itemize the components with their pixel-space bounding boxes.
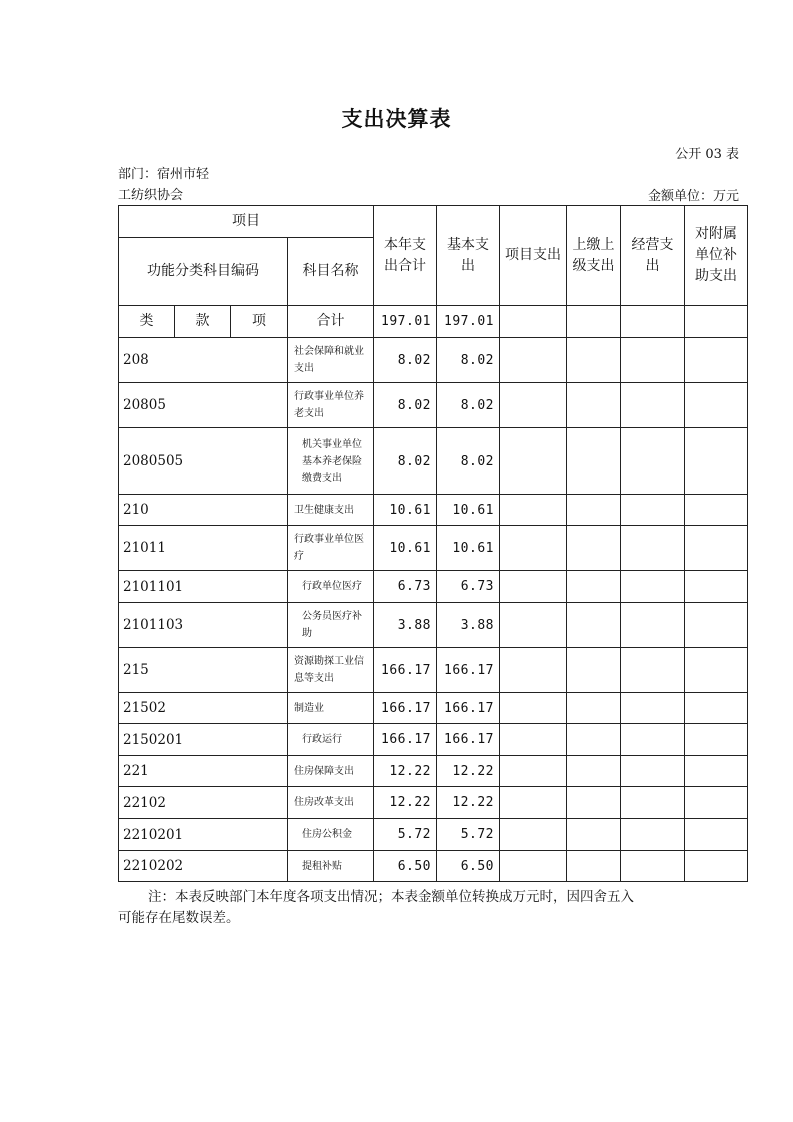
function-code-cell: 2101103 xyxy=(119,603,288,648)
subject-name-cell: 提租补贴 xyxy=(288,851,374,882)
header-function-code: 功能分类科目编码 xyxy=(119,238,288,306)
header-basic: 基本支出 xyxy=(437,206,500,306)
remit-upper-cell xyxy=(567,571,621,603)
business-expenditure-cell xyxy=(621,495,685,526)
business-expenditure-cell xyxy=(621,526,685,571)
footnote-line-1: 注：本表反映部门本年度各项支出情况；本表金额单位转换成万元时，因四舍五入 xyxy=(148,889,634,905)
department-line-1: 部门：宿州市轻 xyxy=(118,167,210,182)
basic-expenditure-cell: 10.61 xyxy=(437,495,500,526)
department-label xyxy=(118,164,209,206)
project-expenditure-cell xyxy=(500,819,567,851)
subsidy-cell xyxy=(685,428,748,495)
basic-expenditure-cell: 166.17 xyxy=(437,693,500,724)
total-expenditure-cell: 6.73 xyxy=(374,571,437,603)
subject-name-cell: 行政运行 xyxy=(288,724,374,756)
project-expenditure-cell xyxy=(500,851,567,882)
subject-name-cell: 行政事业单位医疗 xyxy=(288,526,374,571)
subsidy-cell xyxy=(685,526,748,571)
project-expenditure-cell xyxy=(500,338,567,383)
total-expenditure-cell: 166.17 xyxy=(374,648,437,693)
project-expenditure-cell xyxy=(500,571,567,603)
subsidy-cell xyxy=(685,648,748,693)
subsidy-cell xyxy=(685,851,748,882)
table-row xyxy=(119,648,748,693)
page-title: 支出决算表 xyxy=(341,107,452,131)
subsidy-cell xyxy=(685,787,748,819)
subsidy-cell xyxy=(685,383,748,428)
subject-name-cell: 卫生健康支出 xyxy=(288,495,374,526)
subsidy-cell xyxy=(685,603,748,648)
total-row-label: 合计 xyxy=(288,306,374,338)
header-subsidy: 对附属单位补助支出 xyxy=(685,206,748,306)
business-expenditure-cell xyxy=(621,571,685,603)
business-expenditure-cell xyxy=(621,648,685,693)
basic-expenditure-cell: 10.61 xyxy=(437,526,500,571)
header-total: 本年支出合计 xyxy=(374,206,437,306)
project-expenditure-cell xyxy=(500,756,567,787)
subsidy-cell xyxy=(685,571,748,603)
remit-upper-cell xyxy=(567,648,621,693)
total-row-basic: 197.01 xyxy=(437,306,500,338)
table-row xyxy=(119,495,748,526)
header-project-expenditure: 项目支出 xyxy=(500,206,567,306)
function-code-cell: 2101101 xyxy=(119,571,288,603)
subject-name-cell: 行政事业单位养老支出 xyxy=(288,383,374,428)
header-remit-upper: 上缴上级支出 xyxy=(567,206,621,306)
total-expenditure-cell: 8.02 xyxy=(374,383,437,428)
subsidy-cell xyxy=(685,495,748,526)
total-expenditure-cell: 166.17 xyxy=(374,724,437,756)
total-row-project-expenditure xyxy=(500,306,567,338)
project-expenditure-cell xyxy=(500,693,567,724)
function-code-cell: 2080505 xyxy=(119,428,288,495)
function-code-cell: 2210202 xyxy=(119,851,288,882)
table-row xyxy=(119,756,748,787)
form-number: 公开 03 表 xyxy=(675,147,739,162)
subject-name-cell: 住房公积金 xyxy=(288,819,374,851)
basic-expenditure-cell: 8.02 xyxy=(437,428,500,495)
total-expenditure-cell: 6.50 xyxy=(374,851,437,882)
subject-name-cell: 住房保障支出 xyxy=(288,756,374,787)
business-expenditure-cell xyxy=(621,693,685,724)
function-code-cell: 208 xyxy=(119,338,288,383)
table-row xyxy=(119,603,748,648)
total-expenditure-cell: 10.61 xyxy=(374,526,437,571)
subject-name-cell: 机关事业单位基本养老保险缴费支出 xyxy=(288,428,374,495)
department-line-2: 工纺织协会 xyxy=(118,188,184,203)
remit-upper-cell xyxy=(567,383,621,428)
table-row xyxy=(119,428,748,495)
remit-upper-cell xyxy=(567,819,621,851)
subject-name-cell: 住房改革支出 xyxy=(288,787,374,819)
function-code-cell: 215 xyxy=(119,648,288,693)
subsidy-cell xyxy=(685,819,748,851)
table-row xyxy=(119,819,748,851)
remit-upper-cell xyxy=(567,603,621,648)
basic-expenditure-cell: 12.22 xyxy=(437,756,500,787)
project-expenditure-cell xyxy=(500,787,567,819)
table-row xyxy=(119,383,748,428)
business-expenditure-cell xyxy=(621,851,685,882)
basic-expenditure-cell: 5.72 xyxy=(437,819,500,851)
project-expenditure-cell xyxy=(500,428,567,495)
subsidy-cell xyxy=(685,724,748,756)
remit-upper-cell xyxy=(567,526,621,571)
remit-upper-cell xyxy=(567,495,621,526)
subject-name-cell: 制造业 xyxy=(288,693,374,724)
business-expenditure-cell xyxy=(621,603,685,648)
remit-upper-cell xyxy=(567,428,621,495)
total-row-total: 197.01 xyxy=(374,306,437,338)
function-code-cell: 20805 xyxy=(119,383,288,428)
function-code-cell: 221 xyxy=(119,756,288,787)
basic-expenditure-cell: 3.88 xyxy=(437,603,500,648)
business-expenditure-cell xyxy=(621,383,685,428)
header-subject-name: 科目名称 xyxy=(288,238,374,306)
table-row xyxy=(119,571,748,603)
basic-expenditure-cell: 6.73 xyxy=(437,571,500,603)
subsidy-cell xyxy=(685,756,748,787)
total-expenditure-cell: 12.22 xyxy=(374,756,437,787)
function-code-cell: 22102 xyxy=(119,787,288,819)
subject-name-cell: 公务员医疗补助 xyxy=(288,603,374,648)
project-expenditure-cell xyxy=(500,603,567,648)
header-business: 经营支出 xyxy=(621,206,685,306)
expenditure-table xyxy=(118,205,748,882)
table-row xyxy=(119,526,748,571)
header-xiang: 项 xyxy=(231,306,288,338)
total-expenditure-cell: 10.61 xyxy=(374,495,437,526)
project-expenditure-cell xyxy=(500,648,567,693)
basic-expenditure-cell: 6.50 xyxy=(437,851,500,882)
remit-upper-cell xyxy=(567,851,621,882)
total-expenditure-cell: 3.88 xyxy=(374,603,437,648)
header-project: 项目 xyxy=(119,206,374,238)
table-row xyxy=(119,693,748,724)
remit-upper-cell xyxy=(567,724,621,756)
project-expenditure-cell xyxy=(500,724,567,756)
total-expenditure-cell: 12.22 xyxy=(374,787,437,819)
table-row xyxy=(119,787,748,819)
function-code-cell: 21011 xyxy=(119,526,288,571)
project-expenditure-cell xyxy=(500,383,567,428)
remit-upper-cell xyxy=(567,787,621,819)
header-lei: 类 xyxy=(119,306,175,338)
business-expenditure-cell xyxy=(621,428,685,495)
business-expenditure-cell xyxy=(621,787,685,819)
function-code-cell: 21502 xyxy=(119,693,288,724)
basic-expenditure-cell: 166.17 xyxy=(437,724,500,756)
remit-upper-cell xyxy=(567,756,621,787)
subsidy-cell xyxy=(685,338,748,383)
subject-name-cell: 社会保障和就业支出 xyxy=(288,338,374,383)
remit-upper-cell xyxy=(567,338,621,383)
amount-unit-label: 金额单位：万元 xyxy=(647,189,739,204)
subsidy-cell xyxy=(685,693,748,724)
function-code-cell: 2150201 xyxy=(119,724,288,756)
table-row xyxy=(119,851,748,882)
total-row-subsidy xyxy=(685,306,748,338)
basic-expenditure-cell: 166.17 xyxy=(437,648,500,693)
table-row xyxy=(119,338,748,383)
header-kuan: 款 xyxy=(175,306,231,338)
subject-name-cell: 行政单位医疗 xyxy=(288,571,374,603)
project-expenditure-cell xyxy=(500,526,567,571)
basic-expenditure-cell: 8.02 xyxy=(437,383,500,428)
total-row-business xyxy=(621,306,685,338)
basic-expenditure-cell: 8.02 xyxy=(437,338,500,383)
footnote xyxy=(118,887,698,929)
business-expenditure-cell xyxy=(621,724,685,756)
basic-expenditure-cell: 12.22 xyxy=(437,787,500,819)
subject-name-cell: 资源勘探工业信息等支出 xyxy=(288,648,374,693)
function-code-cell: 2210201 xyxy=(119,819,288,851)
total-row-remit xyxy=(567,306,621,338)
project-expenditure-cell xyxy=(500,495,567,526)
function-code-cell: 210 xyxy=(119,495,288,526)
remit-upper-cell xyxy=(567,693,621,724)
footnote-line-2: 可能存在尾数误差。 xyxy=(118,910,240,926)
total-expenditure-cell: 8.02 xyxy=(374,428,437,495)
total-expenditure-cell: 166.17 xyxy=(374,693,437,724)
business-expenditure-cell xyxy=(621,756,685,787)
business-expenditure-cell xyxy=(621,338,685,383)
table-row xyxy=(119,724,748,756)
total-expenditure-cell: 8.02 xyxy=(374,338,437,383)
total-expenditure-cell: 5.72 xyxy=(374,819,437,851)
business-expenditure-cell xyxy=(621,819,685,851)
